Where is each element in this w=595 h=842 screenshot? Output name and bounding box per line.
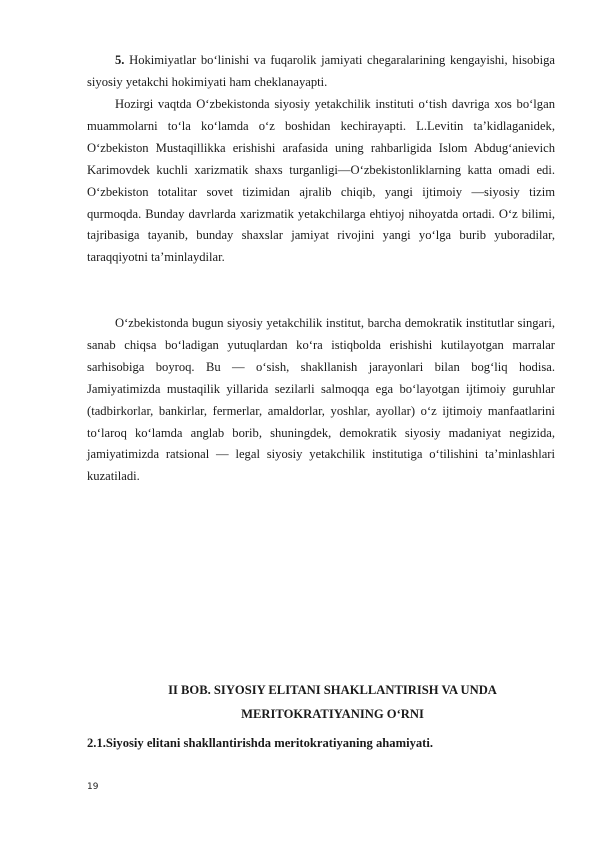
- paragraph-2: Hozirgi vaqtda O‘zbekistonda siyosiy yetakchilik instituti o‘tish davriga xos bo‘lgan muammolarni to‘la ko‘lamda o‘z boshidan kechirayapti. L.Levitin ta’kidlaganidek, O‘zbekiston Mustaqillikka erishishi arafasida uning rahbarligida Islom Abdug‘anievich Karimovdek kuchli xarizmatik shaxs turganligi—O‘zbekistonliklarning katta omadi edi. O‘zbekiston totalitar sovet tizimidan ajralib chiqib, yangi ijtimoiy —siyosiy tizim qurmoqda. Bunday davrlarda xarizmatik yetakchilarga ehtiyoj nihoyatda ortadi. O‘z bilimi, tajribasiga tayanib, bunday shaxslar jamiyat rivojini yangi yo‘lga burib yuboradilar, taraqqiyotni ta’minlaydilar.: [87, 97, 555, 265]
- chapter-heading-line-1: II BOB. SIYOSIY ELITANI SHAKLLANTIRISH VA UNDA: [168, 683, 497, 697]
- paragraph-1: [87, 50, 555, 94]
- chapter-heading: [110, 678, 555, 726]
- section-heading: 2.1.Siyosiy elitani shakllantirishda meritokratiyaning ahamiyati.: [87, 736, 434, 750]
- paragraph-1-number: 5.: [115, 53, 125, 67]
- paragraph-1-text: Hokimiyatlar bo‘linishi va fuqarolik jamiyati chegaralarining kengayishi, hisobiga siyosiy yetakchi hokimiyati ham cheklanayapti.: [87, 53, 555, 89]
- page-number: 19: [87, 782, 99, 792]
- paragraph-3: O‘zbekistonda bugun siyosiy yetakchilik institut, barcha demokratik institutlar singari, sanab chiqsa bo‘ladigan yutuqlardan ko‘ra istiqbolda erishishi kutilayotgan marralar sarhisobiga boyroq. Bu — o‘sish, shakllanish jarayonlari bilan bog‘liq hodisa. Jamiyatimizda mustaqilik yillarida sezilarli salmoqqa ega bo‘layotgan ijtimoiy guruhlar (tadbirkorlar, bankirlar, fermerlar, amaldorlar, yoshlar, ayollar) o‘z ijtimoiy manfaatlarini to‘laroq ko‘lamda anglab borib, shuningdek, demokratik siyosiy madaniyat negizida, jamiyatimizda ratsional — legal siyosiy yetakchilik institutiga o‘tilishini ta’minlashlari kuzatiladi.: [87, 316, 555, 484]
- chapter-heading-line-2: MERITOKRATIYANING O‘RNI: [241, 707, 424, 721]
